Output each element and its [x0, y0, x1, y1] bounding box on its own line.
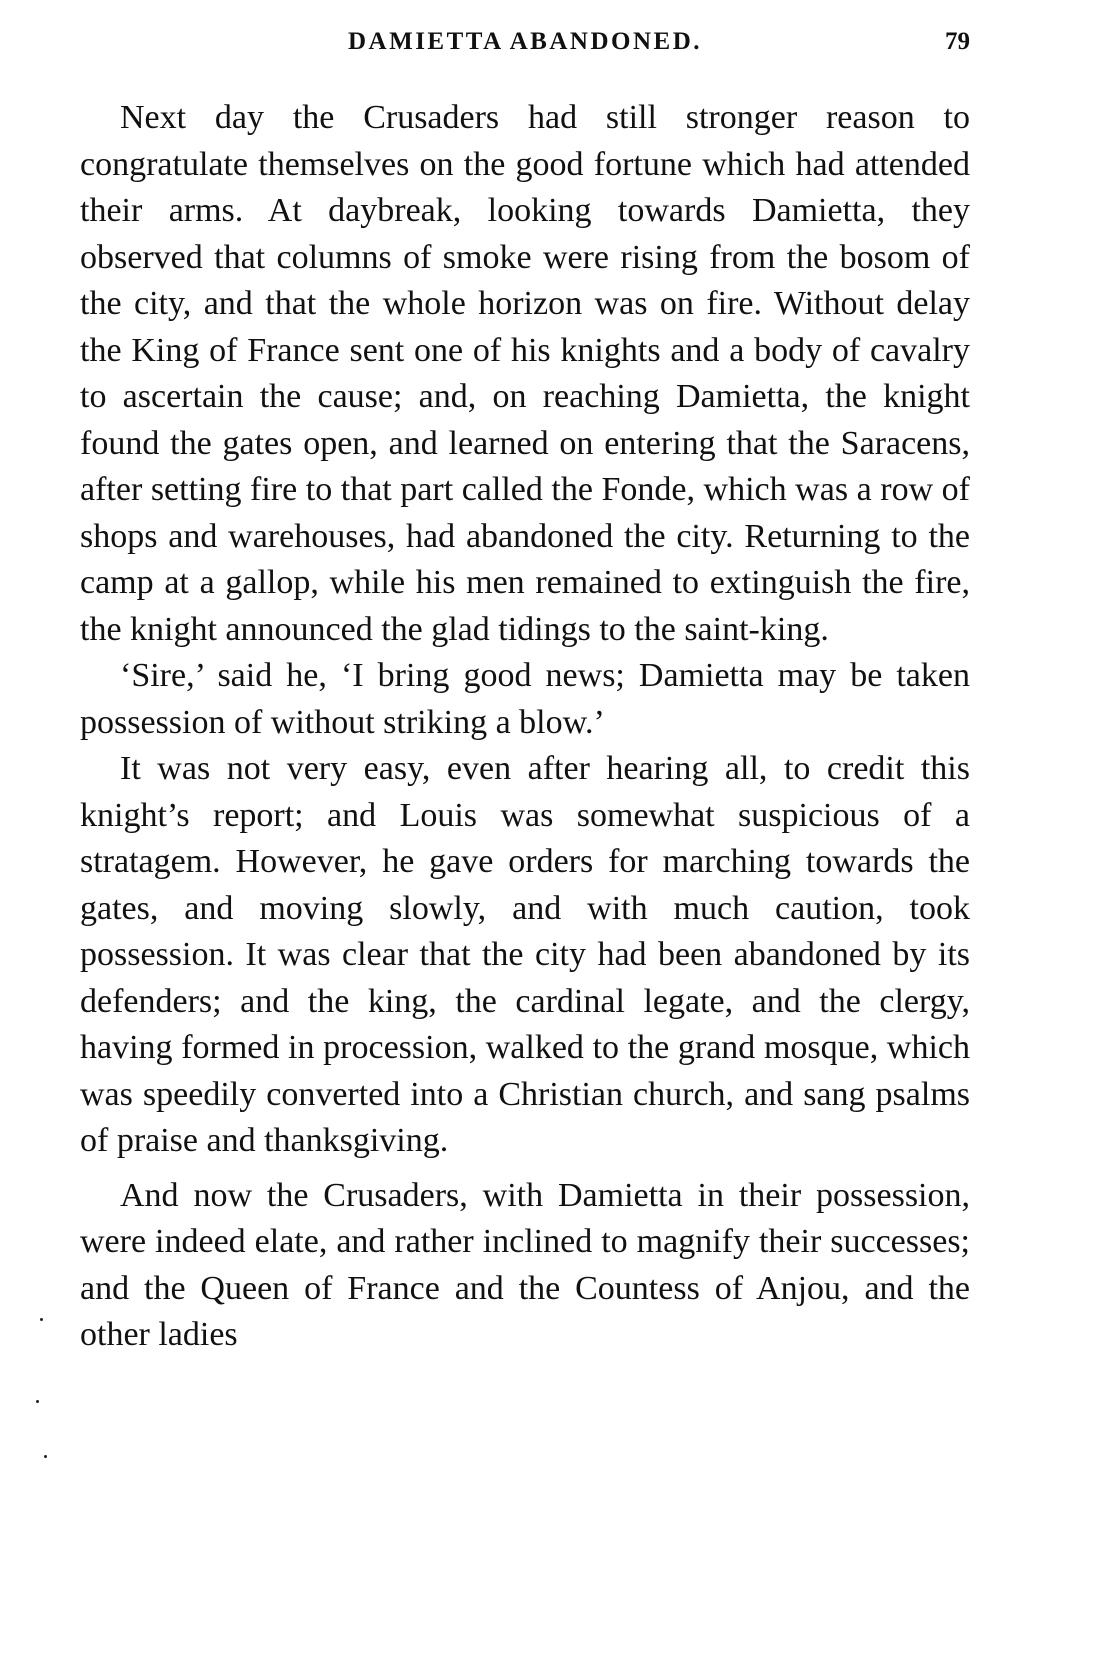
paragraph-knight-speech: ‘Sire,’ said he, ‘I bring good news; Damietta may be taken possession of without striking a blow.’	[80, 657, 970, 741]
paragraph-crusaders-news: Next day the Crusaders had still stronger reason to congratulate themselves on the good fortune which had attended their arms. At daybreak, looking towards Damietta, they observed that columns of smoke were rising from the bosom of the city, and that the whole horizon was on fire. Without delay the King of France sent one of his knights and a body of cavalry to ascertain the cause; and, on reaching Damietta, the knight found the gates open, and learned on entering that the Saracens, after setting fire to that part called the Fonde, which was a row of shops and warehouses, had abandoned the city. Returning to the camp at a gallop, while his men remained to extinguish the fire, the knight announced the glad tidings to the saint-king.	[80, 99, 970, 648]
print-speck	[40, 1318, 43, 1321]
paragraph-crusaders-elate: And now the Crusaders, with Damietta in their possession, were indeed elate, and rather inclined to magnify their successes; and the Queen of France and the Countess of Anjou, and the other ladies	[80, 1176, 970, 1353]
print-speck	[44, 1455, 47, 1458]
print-speck	[36, 1400, 39, 1403]
page-number: 79	[945, 28, 970, 55]
running-title: DAMIETTA ABANDONED.	[347, 28, 703, 55]
body-text	[80, 95, 970, 1359]
paragraph-louis-possession: It was not very easy, even after hearing all, to credit this knight’s report; and Louis was somewhat suspicious of a stratagem. However, he gave orders for marching towards the gates, and moving slowly, and with much caution, took possession. It was clear that the city had been abandoned by its defenders; and the king, the cardinal legate, and the clergy, having formed in procession, walked to the grand mosque, which was speedily converted into a Christian church, and sang psalms of praise and thanksgiving.	[80, 750, 970, 1159]
running-head	[80, 28, 970, 68]
